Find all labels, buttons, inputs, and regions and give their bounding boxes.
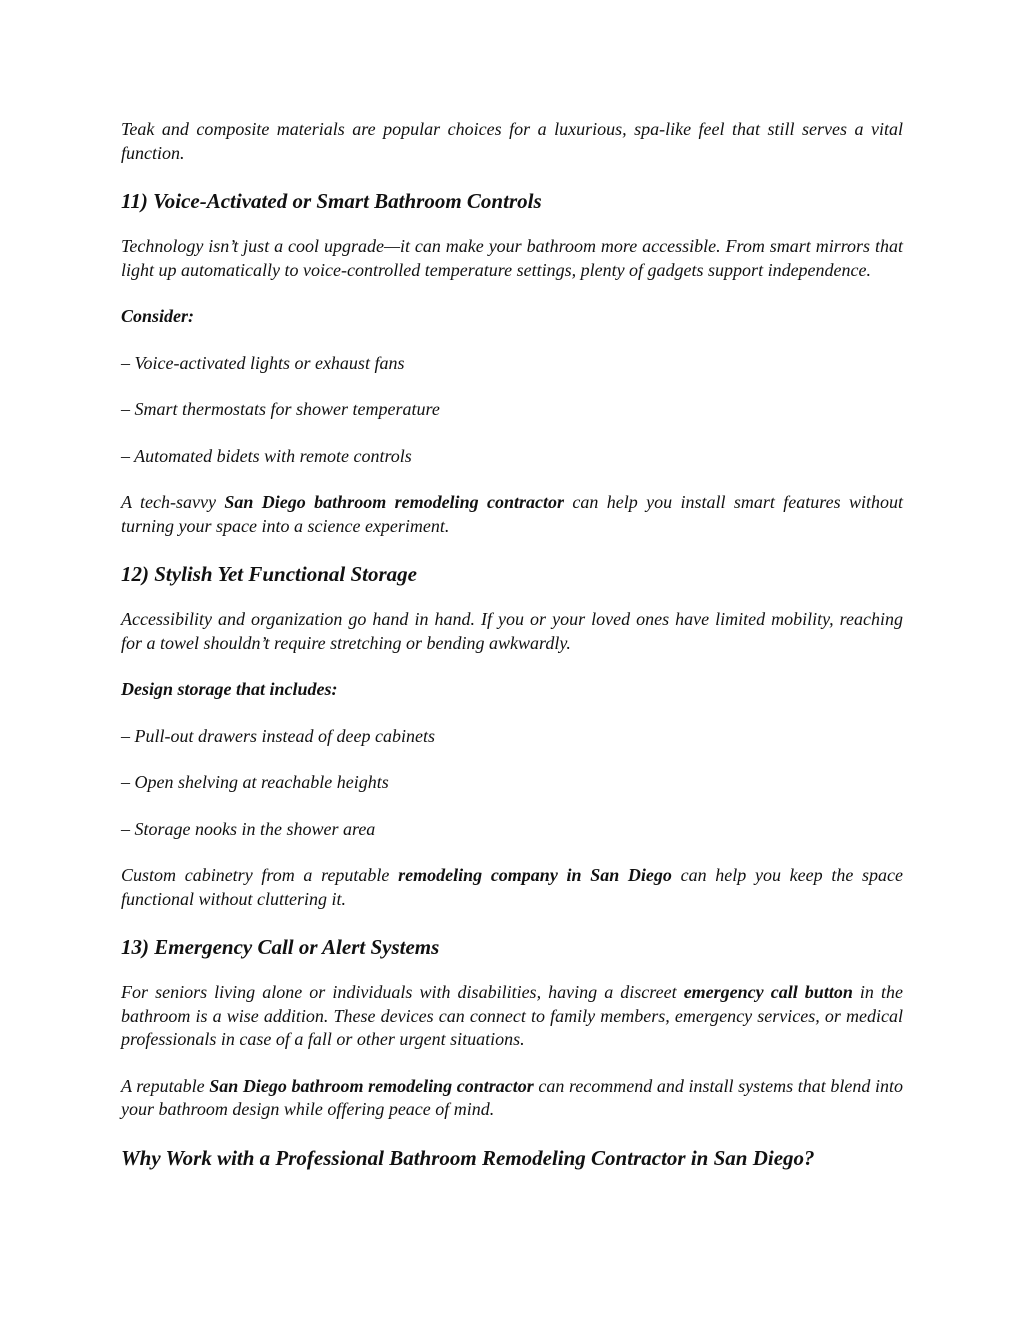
- keyword-link-text: emergency call button: [683, 982, 853, 1002]
- section-12-paragraph: Accessibility and organization go hand in hand. If you or your loved ones have limited mobility, reaching for a towel shouldn’t require stretching or bending awkwardly.: [121, 609, 903, 653]
- design-storage-label: Design storage that includes:: [121, 679, 338, 699]
- section-12-closing: Custom cabinetry from a reputable remodeling company in San Diego can help you keep the space functional without cluttering it.: [121, 865, 904, 909]
- final-heading: Why Work with a Professional Bathroom Remodeling Contractor in San Diego?: [121, 1145, 815, 1170]
- consider-label: Consider:: [121, 306, 195, 326]
- document-body: [121, 118, 903, 1171]
- list-item: – Smart thermostats for shower temperature: [121, 399, 440, 419]
- section-12-heading: 12) Stylish Yet Functional Storage: [121, 562, 417, 586]
- section-11-closing: A tech-savvy San Diego bathroom remodeling contractor can help you install smart features without turning your space into a science experiment.: [121, 492, 903, 536]
- list-item: – Voice-activated lights or exhaust fans: [121, 352, 405, 373]
- list-item: – Storage nooks in the shower area: [121, 818, 376, 839]
- keyword-link-text: San Diego bathroom remodeling contractor: [224, 492, 564, 512]
- section-13-heading: 13) Emergency Call or Alert Systems: [121, 935, 440, 959]
- section-11-paragraph: Technology isn’t just a cool upgrade—it can make your bathroom more accessible. From smart mirrors that light up automatically to voice-controlled temperature settings, plenty of gadgets support independence.: [121, 236, 903, 280]
- keyword-link-text: San Diego bathroom remodeling contractor: [209, 1075, 534, 1096]
- section-11-heading: 11) Voice-Activated or Smart Bathroom Controls: [121, 189, 542, 213]
- section-13-paragraph: For seniors living alone or individuals with disabilities, having a discreet emergency call button in the bathroom is a wise addition. These devices can connect to family members, emergency services, or medical professionals in case of a fall or other urgent situations.: [121, 982, 903, 1049]
- list-item: – Open shelving at reachable heights: [121, 772, 389, 792]
- intro-paragraph: Teak and composite materials are popular choices for a luxurious, spa-like feel that still serves a vital function.: [121, 119, 903, 163]
- list-item: – Automated bidets with remote controls: [121, 445, 412, 466]
- keyword-link-text: remodeling company in San Diego: [398, 865, 672, 885]
- list-item: – Pull-out drawers instead of deep cabinets: [121, 725, 435, 746]
- section-13-closing: A reputable San Diego bathroom remodeling contractor can recommend and install systems that blend into your bathroom design while offering peace of mind.: [121, 1075, 903, 1119]
